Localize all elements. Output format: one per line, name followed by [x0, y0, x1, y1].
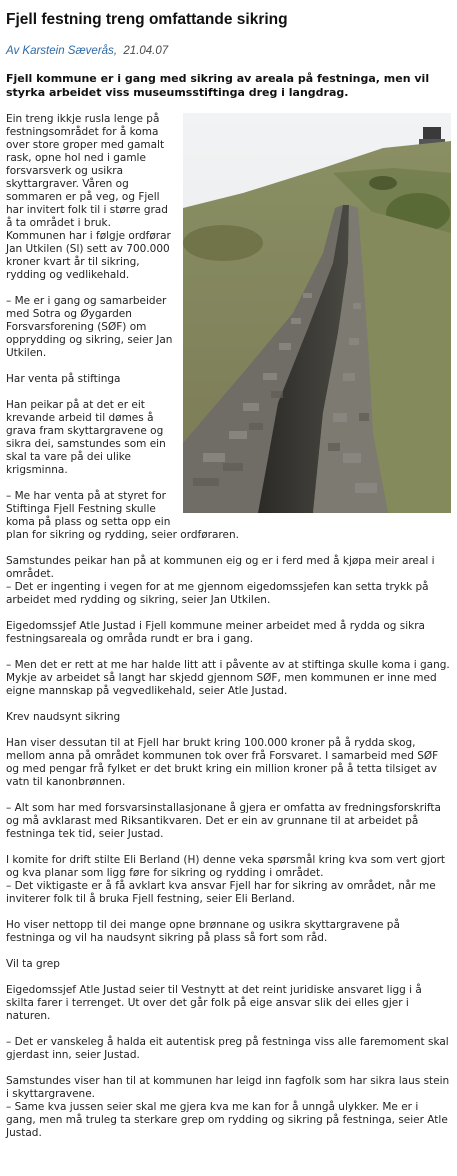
body-paragraph: Samstundes viser han til at kommunen har leigd inn fagfolk som har sikra laus stein i skyttargravene. – Same kva jussen seier skal me gjera kva me kan for å unngå ulykker. Me er i gang, men må truleg ta sterkare grep om rydding og sikring på festninga, seier Atle Justad. [6, 1075, 450, 1139]
article-title: Fjell festning treng omfattande sikring [6, 11, 288, 28]
body-paragraph: – Alt som har med forsvarsinstallasjonane å gjera er omfatta av fredningsforskrifta og må avklarast med Riksantikvaren. Det er ein av grunnane til at arbeidet på festninga tek tid, seier Justad. [6, 802, 441, 840]
article-lead: Fjell kommune er i gang med sikring av areala på festninga, men vil styrka arbeidet viss museumsstiftinga dreg i langdrag. [6, 72, 430, 99]
body-paragraph: Samstundes peikar han på at kommunen eig og er i ferd med å kjøpa meir areal i området. – Det er ingenting i vegen for at me gjennom eigedomssjefen kan setta trykk på arbeidet med rydding og sikring, seier Jan Utkilen. [6, 555, 435, 606]
byline: Av Karstein Sæverås, 21.04.07 [6, 45, 169, 57]
body-paragraph: I komite for drift stilte Eli Berland (H) denne veka spørsmål kring kva som vert gjort og kva planar som ligg føre for sikring og rydding i området. – Det viktigaste er å få avklart kva ansvar Fjell har for sikring av området, når me inviterer folk til å bruka Fjell festning, seier Eli Berland. [6, 854, 446, 905]
body-paragraph: Ho viser nettopp til dei mange opne brønnane og usikra skyttargravene på festninga og vil ha naudsynt sikring på plass så fort som råd. [6, 919, 400, 944]
byline-date: 21.04.07 [123, 45, 169, 57]
body-paragraph: Eigedomssjef Atle Justad seier til Vestnytt at det reint juridiske ansvaret ligg i å skilta farer i terrenget. Ut over det går folk på eige ansvar slik dei elles gjer i naturen. [6, 984, 422, 1022]
body-paragraph: – Me har venta på at styret for Stiftinga Fjell Festning skulle koma på plass og setta opp ein plan for sikring og rydding, seier ordføraren. [6, 490, 239, 541]
body-paragraph: Eigedomssjef Atle Justad i Fjell kommune meiner arbeidet med å rydda og sikra festningsareala og områda rundt er bra i gang. [6, 620, 425, 645]
body-paragraph: Han viser dessutan til at Fjell har brukt kring 100.000 kroner på å rydda skog, mellom anna på området kommunen tok over frå Forsvaret. I samarbeid med SØF og med pengar frå fylket er det brukt kring ein million kroner på å tetta tilsiget av vatn til kanonbrønnen. [6, 737, 439, 788]
byline-author[interactable]: Av Karstein Sæverås [6, 45, 114, 57]
body-paragraph: Han peikar på at det er eit krevande arbeid til dømes å grava fram skyttargravene og sikra dei, samstundes som ein skal ta vare på dei ulike krigsminna. [6, 399, 166, 476]
article-photo [183, 113, 451, 513]
subheading: Vil ta grep [6, 958, 60, 970]
body-paragraph: – Me er i gang og samarbeider med Sotra og Øygarden Forsvarsforening (SØF) om opprydding og sikring, seier Jan Utkilen. [6, 295, 173, 359]
article-body [6, 113, 451, 1140]
subheading: Har venta på stiftinga [6, 373, 121, 385]
body-paragraph: Ein treng ikkje rusla lenge på festningsområdet for å koma over store groper med gamalt rask, opne hol ned i gamle forsvarsverk og usikra skyttargraver. Våren og sommaren er på veg, og Fjell har invitert folk til i større grad å ta området i bruk. Kommunen har i følgje ordførar Jan Utkilen (Sl) sett av 700.000 kroner kvart år til sikring, rydding og vedlikehald. [6, 113, 171, 281]
body-paragraph: – Det er vanskeleg å halda eit autentisk preg på festninga viss alle faremoment skal gjerdast inn, seier Justad. [6, 1036, 449, 1061]
trench-photo [183, 113, 451, 513]
body-paragraph: – Men det er rett at me har halde litt att i påvente av at stiftinga skulle koma i gang. Mykje av arbeidet så langt har skjedd gjennom SØF, men kommunen er inne med eigne mannskap på vegvedlikehald, seier Atle Justad. [6, 659, 450, 697]
subheading: Krev naudsynt sikring [6, 711, 121, 723]
